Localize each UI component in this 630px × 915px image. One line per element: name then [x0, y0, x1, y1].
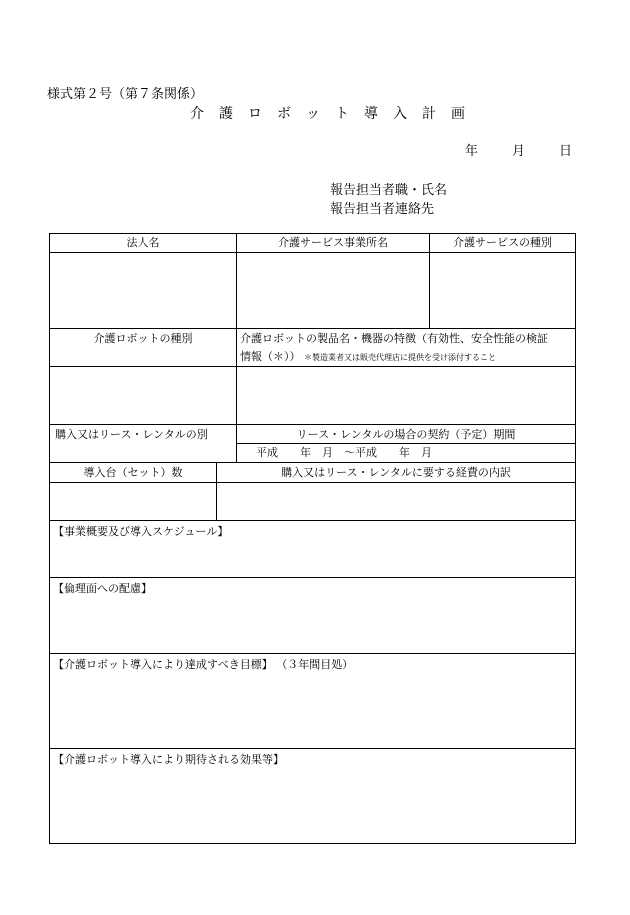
product-features-header-cont — [240, 350, 496, 365]
date-year: 年 — [465, 144, 479, 159]
product-info-note: ＊製造業者又は販売代理店に提供を受け添付すること — [304, 353, 496, 362]
corporation-name-header: 法人名 — [126, 236, 160, 249]
contract-period-header: リース・レンタルの場合の契約（予定）期間 — [296, 428, 516, 441]
ethics-section: 【倫理面への配慮】 — [53, 582, 152, 595]
office-name-header: 介護サービス事業所名 — [278, 236, 388, 249]
rule — [236, 443, 575, 444]
plan-form-table — [49, 233, 576, 844]
product-features-header: 介護ロボットの製品名・機器の特徴（有効性、安全性能の検証 — [240, 332, 548, 345]
goals-label: 【介護ロボット導入により達成すべき目標】 — [53, 658, 273, 671]
rule — [50, 520, 575, 521]
rule — [50, 424, 575, 425]
rule — [50, 482, 575, 483]
rule — [50, 748, 575, 749]
reporter-title-name-label: 報告担当者職・氏名 — [330, 183, 448, 198]
goals-note: （３年間目処） — [276, 658, 354, 671]
contract-period-values: 平成 年 月 ～平成 年 月 — [256, 446, 432, 459]
document-title: 介護ロボット導入計画 — [190, 106, 480, 122]
date-line — [465, 140, 572, 159]
rule — [50, 462, 575, 463]
rule — [50, 653, 575, 654]
effects-section: 【介護ロボット導入により期待される効果等】 — [53, 753, 284, 766]
form-number: 様式第２号（第７条関係） — [47, 87, 204, 102]
robot-type-header: 介護ロボットの種別 — [93, 332, 193, 345]
rule — [50, 577, 575, 578]
units-header: 導入台（セット）数 — [83, 466, 183, 479]
purchase-or-lease-header: 購入又はリース・レンタルの別 — [55, 428, 208, 441]
goals-section — [53, 658, 353, 672]
product-info-label: 情報（＊）） — [240, 350, 301, 363]
date-month: 月 — [512, 144, 526, 159]
reporter-contact-label: 報告担当者連絡先 — [330, 202, 435, 217]
date-day: 日 — [559, 144, 573, 159]
rule — [50, 328, 575, 329]
overview-schedule-section: 【事業概要及び導入スケジュール】 — [53, 525, 229, 538]
rule — [50, 252, 575, 253]
rule — [50, 366, 575, 367]
cost-breakdown-header: 購入又はリース・レンタルに要する経費の内訳 — [281, 466, 511, 479]
service-type-header: 介護サービスの種別 — [453, 236, 552, 249]
